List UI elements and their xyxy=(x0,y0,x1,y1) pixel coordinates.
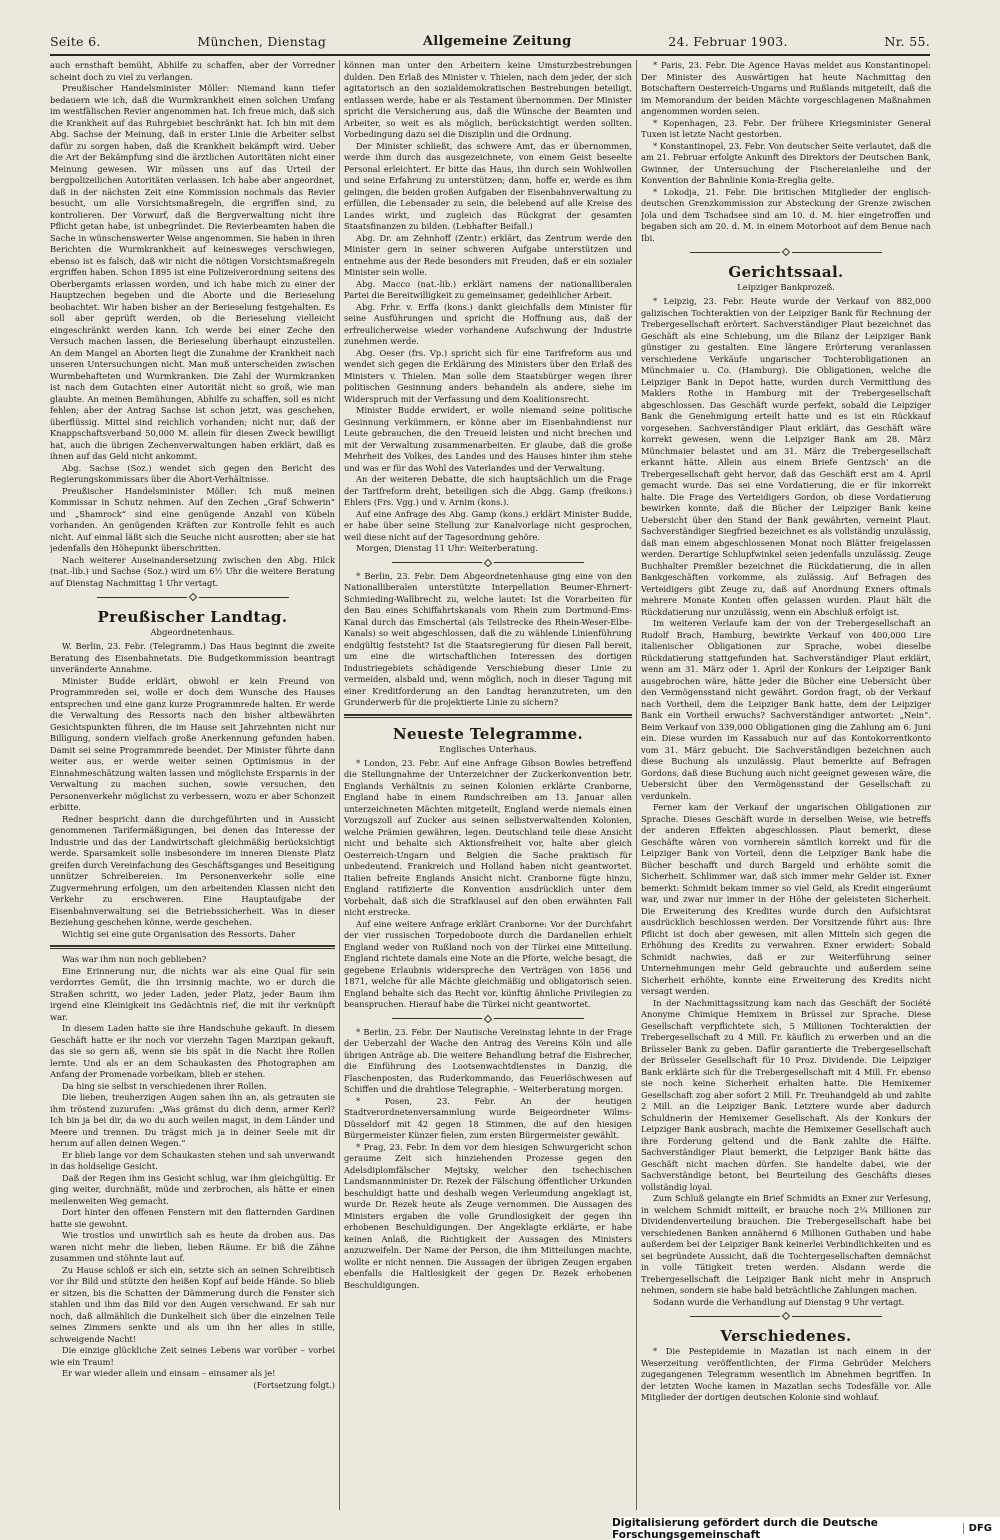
paragraph: * Paris, 23. Febr. Die Agence Havas meldet aus Konstantinopel: Der Minister des Auswärtigen hat heute Nachmittag den Botschaftern Oesterreich-Ungarns und Rußlands mitgeteilt, daß die im Memorandum der beiden Mächte vorgeschlagenen Maßnahmen angenommen worden seien. xyxy=(641,60,931,116)
paragraph: In der Nachmittagssitzung kam nach das Geschäft der Société Anonyme Chimique Hemixem in Brüssel zur Sprache. Diese Gesellschaft verpflichtete sich, 5 Millionen Tochteraktien der Trebergesellschaft zu 4 Mill. Fr. käuflich zu erwerben und an die Brüsseler Bank zu geben. Dafür garantierte die Trebergesellschaft der Brüsseler Gesellschaft für 10 Proz. Dividende. Die Leipziger Bank erklärte sich für die Trebergesellschaft mit 4 Mill. Fr. ebenso sie noch keine Sicherheit erhalten hatte. Die Hemixemer Gesellschaft zog aber sofort 2 Mill. Fr. Treuhandgeld ab und zahlte 2 Mill. an die Leipziger Bank. Letztere wurde aber dadurch Schuldnerin der Hemixemer Gesellschaft. Als der Konkurs der Leipziger Bank ausbrach, machte die Hemixemer Gesellschaft auch ihre Forderung geltend und die Bank zahlte die Hälfte. Sachverständiger Plaut bemerkt, die Leipziger Bank hätte das Geschäft nicht machen dürfen. Sie handelte dabei, wie der Sachverständige betont, bei Beurteilung des Geschäfts dieses vollständig loyal. xyxy=(641,997,931,1192)
paragraph: W. Berlin, 23. Febr. (Telegramm.) Das Haus beginnt die zweite Beratung des Eisenbahnetats. Die Budgetkommission beantragt unveränderte Annahme. xyxy=(50,641,335,674)
column-1 xyxy=(50,60,335,1510)
paragraph: * Kopenhagen, 23. Febr. Der frühere Kriegsminister General Tuxen ist letzte Nacht gestorben. xyxy=(641,117,931,139)
feuilleton-paragraph: Zu Hause schloß er sich ein, setzte sich an seinen Schreibtisch vor ihr Bild und stützte den heißen Kopf auf beide Hände. So blieb er sitzen, bis die Schatten der Dämmerung durch die Fenster sich stahlen und ihm das Bild vor den Augen verschwand. Er sah nur noch, daß allmählich die Dunkelheit sich über die einzelnen Teile seines Zimmers senkte und als um ihn her alles in stille, schweigende Nacht! xyxy=(50,1264,335,1344)
issue-date: 24. Februar 1903. xyxy=(668,33,788,49)
section-rule xyxy=(344,714,632,718)
paragraph: Zum Schluß gelangte ein Brief Schmidts an Exner zur Verlesung, in welchem Schmidt mitteilt, er brauche noch 2¼ Millionen zur Dividendenverteilung brauchen. Die Trebergesellschaft habe bei verschiedenen Banken annähernd 6 Millionen Guthaben und habe außerdem bei der Leipziger Bank keinerlei Verbindlichkeiten und es sei begründete Aussicht, daß die Tochtergesellschaften demnächst in volle Tätigkeit treten werden. Alsdann werde die Trebergesellschaft die Leipziger Bank nicht mehr in Anspruch nehmen, sondern sie habe bald beträchtliche Zahlungen machen. xyxy=(641,1193,931,1295)
column-divider-2 xyxy=(636,60,637,1510)
paragraph: Abg. Macco (nat.-lib.) erklärt namens der nationalliberalen Partei die Bereitwilligkeit zu gemeinsamer, gedeihlicher Arbeit. xyxy=(344,278,632,300)
page-number: Seite 6. xyxy=(50,33,101,49)
paragraph: An der weiteren Debatte, die sich hauptsächlich um die Frage der Tarifreform dreht, beteiligen sich die Abgg. Gamp (freikons.) Ehlers (Frs. Vgg.) und v. Arnim (kons.). xyxy=(344,474,632,507)
section-subtitle: Abgeordnetenhaus. xyxy=(150,628,235,638)
divider-ornament xyxy=(50,593,335,601)
paragraph: Abg. Dr. am Zehnhoff (Zentr.) erklärt, das Zentrum werde den Minister gern in seiner schweren Aufgabe unterstützen und entnehme aus der Rede besonders mit Freuden, daß er ein sozialer Minister sein wolle. xyxy=(344,232,632,277)
place-date: München, Dienstag xyxy=(197,33,327,49)
feuilleton-rule xyxy=(50,945,335,949)
paragraph: * Lokodja, 21. Febr. Die britischen Mitglieder der englisch-deutschen Grenzkommission zur Absteckung der Grenze zwischen Jola und dem Tschadsee sind am 10. d. M. hier eingetroffen und begaben sich am 20. d. M. in einem Motorboot auf dem Benue nach Ibi. xyxy=(641,186,931,243)
paragraph: können man unter den Arbeitern keine Umsturzbestrebungen dulden. Den Erlaß des Minister v. Thielen, nach dem jeder, der sich agitatorisch an den sozialdemokratischen Bestrebungen beteiligt, entlassen werde, habe er als Testament übernommen. Der Minister spricht die Versicherung aus, daß die Wünsche der Beamten und Arbeiter, so weit es als möglich, berücksichtigt werden sollten. Vorbedingung dazu sei die Disziplin und die Ordnung. xyxy=(344,60,632,139)
section-title-gerichtssaal: Gerichtssaal. xyxy=(728,263,844,281)
paragraph: auch ernsthaft bemüht, Abhilfe zu schaffen, aber der Vorredner scheint doch zu viel zu verlangen. xyxy=(50,60,335,82)
feuilleton-paragraph: Die lieben, treuherzigen Augen sahen ihn an, als getrauten sie ihm tröstend zuzurufen: „Was grämst du dich denn, armer Kerl? Ich bin ja bei dir, da wo du auch weilen magst, in dem Länder und Meere und trennen. Du trägst mich ja in deiner Seele mit dir herum auf allen deinen Wegen.“ xyxy=(50,1092,335,1148)
feuilleton-paragraph: Er war wieder allein und einsam – einsamer als je! xyxy=(62,1368,276,1378)
feuilleton-paragraph: Er blieb lange vor dem Schaukasten stehen und sah unverwandt in das holdselige Gesicht. xyxy=(50,1149,335,1171)
divider-ornament xyxy=(641,248,931,256)
paragraph: Preußischer Handelsminister Möller: Ich muß meinen Kommissar in Schutz nehmen. Auf den Zechen „Graf Schwerin“ und „Shamrock“ sind eine genügende Anzahl von Kübeln vorhanden. An genügenden Kräften zur Kontrolle fehlt es auch nicht. Auf einmal läßt sich die Seuche nicht ausrotten; aber sie hat jedenfalls den Höhepunkt überschritten. xyxy=(50,485,335,553)
paragraph: Wichtig sei eine gute Organisation des Ressorts. Daher xyxy=(62,928,296,939)
paragraph: Sodann wurde die Verhandlung auf Dienstag 9 Uhr vertagt. xyxy=(653,1296,905,1307)
paragraph: Der Minister schließt, das schwere Amt, das er übernommen, werde ihm durch das ausgezeichnete, von einem Geist beseelte Personal erleichtert. Er bitte das Haus, ihn durch sein Wohlwollen und seine Erfahrung zu unterstützen; dann, hoffe er, werde es ihm gelingen, die beiden großen Aufgaben der Eisenbahnverwaltung zu erfüllen, die Lebensader zu sein, die belebend auf alle Kreise des Landes wirkt, und zugleich das Rückgrat der gesamten Staatsfinanzen zu bilden. (Lebhafter Beifall.) xyxy=(344,140,632,231)
dfg-logo-icon: DFG xyxy=(963,1523,992,1534)
divider-ornament xyxy=(344,1015,632,1023)
paragraph: Ferner kam der Verkauf der ungarischen Obligationen zur Sprache. Dieses Geschäft wurde in derselben Weise, wie betreffs der anderen Effekten abgeschlossen. Plaut bemerkt, diese Geschäfte wären von vornherein sämtlich korrekt und für die Leipziger Bank von Vorteil, denn die Leipziger Bank habe die Bücher beschafft und durch Bargeld und erhöhte somit die Sicherheit. Schlimmer war, daß sich immer mehr Gelder ist. Exner bemerkt: Schmidt bekam immer so viel Geld, als Kredit eingeräumt war, und zwar nur immer in der Höhe der geleisteten Sicherheit. Die Erweiterung des Kredites wurde durch den Aufsichtsrat ausdrücklich beschlossen werden. Der Vorsitzende führt aus: Ihre Pflicht ist doch aber gewesen, mit allen Mitteln sich gegen die Erhöhung des Kredits zu verwahren. Exner erwidert: Sobald Schmidt nachwies, daß er zur Weiterführung seiner Unternehmungen mehr Geld gebrauchte und außerdem seine Sicherheit erhöhte, konnte eine Erweiterung des Kredits nicht versagt werden. xyxy=(641,802,931,996)
newspaper-title: Allgemeine Zeitung xyxy=(422,33,572,49)
column-3 xyxy=(641,60,931,1510)
section-title-verschiedenes: Verschiedenes. xyxy=(720,1327,852,1345)
feuilleton-paragraph: Die einzige glückliche Zeit seines Lebens war vorüber – vorbei wie ein Traum! xyxy=(50,1345,335,1367)
feuilleton-paragraph: Wie trostlos und unwirtlich sah es heute da droben aus. Das waren nicht mehr die lieben, lieben Räume. Er biß die Zähne zusammen und stöhnte laut auf. xyxy=(50,1230,335,1263)
digitization-footer xyxy=(612,1517,1000,1540)
divider-ornament xyxy=(344,559,632,567)
column-2 xyxy=(344,60,632,1510)
feuilleton-paragraph: Dort hinter den offenen Fenstern mit den flatternden Gardinen hatte sie gewohnt. xyxy=(50,1207,335,1229)
paragraph: Im weiteren Verlaufe kam der von der Trebergesellschaft an Rudolf Brach, Hamburg, bewirkte Verkauf von 400,000 Lire italienischer Obligationen zur Sprache, wobei dieselbe Rückdatierung stattgefunden hat. Sachverständiger Plaut erklärt, wenn am 31. März oder 1. April der Konkurs der Leipziger Bank ausgebrochen wäre, hätte jeder die Bücher eine Uebersicht über den Vermögensstand nicht gewährt. Gordon fragt, ob der Verkauf nach Vortheil, dem die Leipziger Bank hatte, dem der Leipziger Bank ein Vortheil erwuchs? Sachverständiger antwortet: „Nein“. Beim Verkauf von 339,000 Obligationen ging die Zahlung am 6. Juni ein. Diese wurden im Kassabuch nur auf das Kontokorrentkonto vom 31. März gebucht. Die Sachverständigen bezeichnen auch diese Buchung als unzulässig. Plaut bemerkte auf Befragen Gordons, daß diese Buchung auch nicht geeignet gewesen wäre, die Uebersicht über den Vermögensstand der Gesellschaft zu verdunkeln. xyxy=(641,618,931,801)
paragraph: * Die Pestepidemie in Mazatlan ist nach einem in der Weserzeitung veröffentlichten, der Firma Gebrüder Melchers zugegangenen Telegramm wesentlich im Abnehmen begriffen. In der letzten Woche kamen in Mazatlan sechs Todesfälle vor. Alle Mitglieder der dortigen deutschen Kolonie sind wohlauf. xyxy=(641,1346,931,1402)
feuilleton-paragraph: Eine Erinnerung nur, die nichts war als eine Qual für sein verdorrtes Gemüt, die ihn irrsinnig machte, wo er durch die Straßen schritt, wo jeder Laden, jeder Platz, jeder Baum ihm irgend eine Kleinigkeit ins Gedächtnis rief, die mit ihr verknüpft war. xyxy=(50,965,335,1022)
paragraph: Auf eine weitere Anfrage erklärt Cranborne: Vor der Durchfahrt der vier russischen Torpedoboote durch die Dardanellen erhielt England weder von Rußland noch von der Türkei eine Mitteilung. England richtete damals eine Note an die Pforte, welche besagt, die gegebene Erlaubnis widerspreche den Verträgen von 1856 und 1871, welche für alle Mächte gleichmäßig und obligatorisch seien. England behalte sich das Recht vor, künftig ähnliche Privilegien zu beanspruchen. Hierauf habe die Türkei nicht geantwortet. xyxy=(344,918,632,1009)
paragraph: Redner bespricht dann die durchgeführten und in Aussicht genommenen Tarifermäßigungen, bei denen das Interesse der Industrie und das der Landwirtschaft gleichmäßig berücksichtigt werde. Sparsamkeit solle insbesondere im inneren Dienste Platz greifen durch Vereinfachung des Geschäftsganges und Beseitigung unnützer Schreibereien. Im Personenverkehr solle eine Zugvermehrung erfolgen, um den arbeitenden Klassen nicht den Verkehr zu erschweren. Eine Hauptaufgabe der Eisenbahnverwaltung sei die Betriebssicherheit. Was in dieser Beziehung geschehen könne, werde geschehen. xyxy=(50,813,335,927)
paragraph: * London, 23. Febr. Auf eine Anfrage Gibson Bowles betreffend die Stellungnahme der Unterzeichner der Zuckerkonvention betr. Englands Verhältnis zu seinen Kolonien erklärte Cranborne, England habe in einem Rundschreiben am 13. Januar allen unterzeichneten Mächten mitgeteilt, England werde niemals einen Vorzugszoll auf Zucker aus seinen selbstverwaltenden Kolonien, welche Prämien gewähren, legen. Deutschland teile diese Ansicht nicht und behalte sich Aktionsfreiheit vor, halte aber gleich Oesterreich-Ungarn und Belgien die Sache praktisch für unbedeutend. Frankreich und Holland haben nicht geantwortet. Italien befreite Englands Ansicht nicht. Cranborne fügte hinzu, England ratifizierte die Konvention ausdrücklich unter dem Vorbehalt, daß sich die Strafklausel auf den oben erwähnten Fall nicht erstrecke. xyxy=(344,757,632,917)
issue-number: Nr. 55. xyxy=(884,33,930,49)
footer-text: Digitalisierung gefördert durch die Deutsche Forschungsgemeinschaft xyxy=(612,1516,878,1540)
paragraph: Auf eine Anfrage des Abg. Gamp (kons.) erklärt Minister Budde, er habe über seine Stellung zur Kanalvorlage nicht gesprochen, weil diese nicht auf der Tagesordnung gehöre. xyxy=(344,508,632,542)
paragraph: Morgen, Dienstag 11 Uhr: Weiterberatung. xyxy=(356,543,539,553)
feuilleton-paragraph: In diesem Laden hatte sie ihre Handschuhe gekauft. In diesem Geschäft hatte er ihr noch vor vierzehn Tagen Marzipan gekauft, das sie so gern aß, wenn sie bis spät in die Nacht ihre Rollen lernte. Und als er an dem Schaukasten des Photographen am Anfang der Promenade vorbeikam, blieb er stehen. xyxy=(50,1023,335,1079)
paragraph: * Berlin, 23. Febr. Der Nautische Vereinstag lehnte in der Frage der Ueberzahl der Wache den Antrag des Vereins Köln und alle übrigen Anträge ab. Die weitere Behandlung betraf die Eisbrecher, die Einführung des Lootsenwachtdienstes in Danzig, die Flaschenposten, das Ruderkommando, das Feuerlöschwesen auf Schiffen und die drahtlose Telegraphie. – Weiterberatung morgen. xyxy=(344,1026,632,1094)
divider-ornament xyxy=(641,1312,931,1320)
feuilleton-paragraph: Was war ihm nun noch geblieben? xyxy=(62,954,207,964)
paragraph: Minister Budde erklärt, obwohl er kein Freund von Programmreden sei, wolle er doch dem Wunsche des Hauses entsprechen und eine ganz kurze Programmrede halten. Er werde die Verwaltung des Ressorts nach den bisher altbewährten Gesichtspunkten führen, die im Hause seit Jahrzehnten nicht nur Billigung, sondern vielfach große Anerkennung gefunden haben. Damit sei seine Programmrede beendet. Der Minister führte dann weiter aus, er werde weiter seinen Optimismus in der Einnahmeschätzung walten lassen und möglichste Ersparnis in der Verwaltung zu machen suchen, sowie versuchen, den Personenverkehr möglichst zu verbessern, wozu er aber Schonzeit erbitte. xyxy=(50,675,335,812)
header-rule xyxy=(50,54,930,56)
paragraph: Preußischer Handelsminister Möller: Niemand kann tiefer bedauern wie ich, daß die Wurmkrankheit einen solchen Umfang im westfälischen Revier angenommen hat. Ich freue mich, daß sich die Krankheit auf das Ruhrgebiet beschränkt hat. Ich bin mit dem Abg. Sachse der Meinung, daß in erster Linie die Arbeiter selbst dafür zu sorgen haben, daß die Krankheit bekämpft wird. Ueber die Art der Bekämpfung sind die ärztlichen Autoritäten nicht einer Meinung gewesen. Wir müssen uns auf das Urteil der bergpolizeilichen Autoritäten verlassen. Ich habe aber angeordnet, daß in der nächsten Zeit eine Kommission nochmals das Revier besucht, um alle Vorsichtsmaßregeln, die ergriffen sind, zu kontrolieren. Der Vorwurf, daß die Bergverwaltung nicht ihre Pflicht getan habe, ist unbegründet. Die Revierbeamten haben die Sache in wünschenswerter Weise angenommen. Sie haben in ihren Berichten die Wurmkrankheit auf keinesweges verschwiegen, ebenso ist es falsch, daß wir nicht die nötigen Vorsichtsmaßregeln ergriffen haben. Schon 1895 ist eine Polizeiverordnung seitens des Oberbergamts erlassen worden, und ich habe mich zu einer der Hauptzechen begeben und die Aborte und die Berieselung beobachtet. Wir haben bisher an der Berieselung festgehalten. Es soll aber geprüft werden, ob die Berieselung vielleicht eingeschränkt werden kann. Ich werde bei einer Zeche den Versuch machen lassen, die Berieselung überhaupt einzustellen. An dem Mangel an Aborten liegt die Zunahme der Krankheit nach unseren Untersuchungen nicht. Man muß unterscheiden zwischen Wurmbehafteten und Wurmkranken. Die Zahl der Wurmkranken ist nach dem Gutachten einer Autorität nicht so groß, wie man glaubte. An meinen Bemühungen, Abhilfe zu schaffen, soll es nicht fehlen; aber der Antrag Sachse ist schon jetzt, was geschehen, überflüssig. Mittel sind reichlich vorhanden; nicht nur, daß der Knappschaftsverband 50,000 M. allein für diesen Zweck bewilligt hat, auch die übrigen Zechenverwaltungen haben erklärt, daß es ihnen auf das Geld nicht ankommt. xyxy=(50,83,335,461)
section-title-landtag: Preußischer Landtag. xyxy=(97,608,288,626)
feuilleton-paragraph: Daß der Regen ihm ins Gesicht schlug, war ihm gleichgültig. Er ging weiter, durchnäßt, müde und zerbrochen, als hätte er einen meilenweiten Weg gemacht. xyxy=(50,1172,335,1206)
paragraph: Minister Budde erwidert, er wolle niemand seine politische Gesinnung verkümmern, er könne aber im Eisenbahndienst nur Leute gebrauchen, die den Treueid leisten und nicht brechen und mit der Verwaltung zusammenarbeiten. Er glaube, daß die große Mehrheit des Volkes, des Landes und des Hauses hinter ihm stehe und was er für das Wohl des Vaterlandes und der Verwaltung. xyxy=(344,405,632,473)
paragraph: Abg. Frhr. v. Erffa (kons.) dankt gleichfalls dem Minister für seine Ausführungen und spricht die Hoffnung aus, daß der erfreulicherweise wieder vorhandene Aufschwung der Industrie zunehmen werde. xyxy=(344,301,632,346)
paragraph: * Berlin, 23. Febr. Dem Abgeordnetenhause ging eine von den Nationalliberalen unterstützte Interpellation Beumer-Ehrnert-Schmieding-Wallbrecht zu, welche lautet: Ist die Vorarbeiten für den Bau eines Schiffahrtskanals vom Rhein zum Dortmund-Ems-Kanal durch das Emschertal (als Teilstrecke des Rhein-Weser-Elbe-Kanals) so weit abgeschlossen, daß die zu wählende Linienführung endgültig feststeht? Ist die Staatsregierung für diesen Fall bereit, um eine die wirtschaftlichen Interessen des dortigen Industriegebiets schädigende Verschiebung dieser Linie zu vermeiden, alsbald und, wenn möglich, noch in dieser Tagung mit einer Kreditforderung an den Landtag heranzutreten, um den Grunderwerb für die projektierte Linie zu sichern? xyxy=(344,570,632,707)
section-subtitle: Leipziger Bankprozeß. xyxy=(737,283,835,293)
feuilleton-paragraph: Da hing sie selbst in verschiedenen ihrer Rollen. xyxy=(62,1080,267,1091)
paragraph: Abg. Sachse (Soz.) wendet sich gegen den Bericht des Regierungskommissars über die Abort-Verhältnisse. xyxy=(50,462,335,484)
section-title-telegramme: Neueste Telegramme. xyxy=(392,724,584,743)
paragraph: Abg. Oeser (frs. Vp.) spricht sich für eine Tarifreform aus und wendet sich gegen die Erklärung des Ministers über den Erlaß des Ministers v. Thielen. Man solle dem Staatsbürger wegen ihrer politischen Gesinnung anders behandeln als andere, siehe im Widerspruch mit der Verfassung und dem Koalitionsrecht. xyxy=(344,347,632,404)
paragraph: * Leipzig, 23. Febr. Heute wurde der Verkauf von 882,000 galizischen Tochteraktien von der Leipziger Bank für Rechnung der Trebergesellschaft erörtert. Sachverständiger Plaut bezeichnet das Geschäft als eine Schiebung, um die Bilanz der Leipziger Bank günstiger zu gestalten. Eine längere Erörterung veranlassen verschiedene Verkäufe ungarischer Tochterobligationen an Münchmaier u. Co. (Hamburg). Die Obligationen, welche die Leipziger Bank in Depot hatte, wurden durch Vermittlung des Maklers Rothe in Hamburg mit der Trebergesellschaft abgeschlossen. Das Geschäft wurde perfekt, sobald die Leipziger Bank die Genehmigung erteilt hatte und es ist ein Rückkauf vorgesehen. Sachverständiger Plaut erklärt, das Geschäft wäre korrekt gewesen, wenn die Leipziger Bank am 28. März Münchmaier belastet und am 31. März die Trebergesellschaft erkannt hätte. Allein aus einem Briefe Gentzsch' an die Trebergesellschaft geht hervor, daß das Geschäft erst am 4. April gemacht wurde. Das sei eine Vordatierung, die er für inkorrekt halte. Die Frage des Verteidigers Gordon, ob diese Vordatierung bewirken konnte, daß die Bücher der Leipziger Bank keine Uebersicht über den Stand der Bank gewährten, verneint Plaut. Sachverständiger Siegfried bezeichnet es als vollständig unzulässig, daß man einem abgeschlossenen Monat noch Blätter freigelassen werden. Derartige Schlupfwinkel seien jedenfalls unzulässig. Zeuge Buchhalter Premßler bezeichnet die Rückdatierung, die in allen Bankgeschäften vorkomme, als zulässig. Auf Befragen des Verteidigers gibt Zeuge zu, daß auf Anordnung Exners oftmals mehrere Monate Konten offen gelassen wurden. Plaut hält die Rückdatierung nur unzulässig, wenn ein Abschluß erfolgt ist. xyxy=(641,296,931,617)
paragraph: * Posen, 23. Febr. An der heutigen Stadtverordnetenversammlung wurde Beigeordneter Wilms-Düsseldorf mit 42 gegen 18 Stimmen, die auf den hiesigen Bürgermeister Künzer fielen, zum ersten Bürgermeister gewählt. xyxy=(344,1095,632,1140)
continuation-note: (Fortsetzung folgt.) xyxy=(253,1379,335,1390)
column-divider-1 xyxy=(339,60,340,1510)
paragraph: * Konstantinopel, 23. Febr. Von deutscher Seite verlautet, daß die am 21. Februar erfolgte Ankunft des Direktors der Deutschen Bank, Gwinner, der Untersuchung der Fischereianleihe und der Konvention der Bahnlinie Konia-Ereglia gelte. xyxy=(641,140,931,185)
paragraph: Nach weiterer Auseinandersetzung zwischen den Abg. Hilck (nat.-lib.) und Sachse (Soz.) wird um 6½ Uhr die weitere Beratung auf Dienstag Nachmittag 1 Uhr vertagt. xyxy=(50,554,335,588)
paragraph: * Prag, 23. Febr. In dem vor dem hiesigen Schwurgericht schon geraume Zeit sich hinziehenden Prozesse gegen den Adelsdiplomfälscher Mejtsky, welcher den tschechischen Landsmannminister Dr. Rezek der Fälschung öffentlicher Urkunden beschuldigt hatte und deshalb wegen Verleumdung angeklagt ist, wurde Dr. Rezek heute als Zeuge vernommen. Die Aussagen des Ministers ergaben die volle Grundlosigkeit der gegen ihn erhobenen Beschuldigungen. Der Angeklagte erklärte, er habe keinen Anlaß, die Richtigkeit der Aussagen des Ministers anzuzweifeln. Der Name der Person, die ihm Mitteilungen machte, wollte er nicht nennen. Die Aussagen der übrigen Zeugen ergaben ebenfalls die Haltlosigkeit der gegen Dr. Rezek erhobenen Beschuldigungen. xyxy=(344,1141,632,1290)
section-subtitle: Englisches Unterhaus. xyxy=(439,744,537,755)
page-header xyxy=(50,28,930,54)
